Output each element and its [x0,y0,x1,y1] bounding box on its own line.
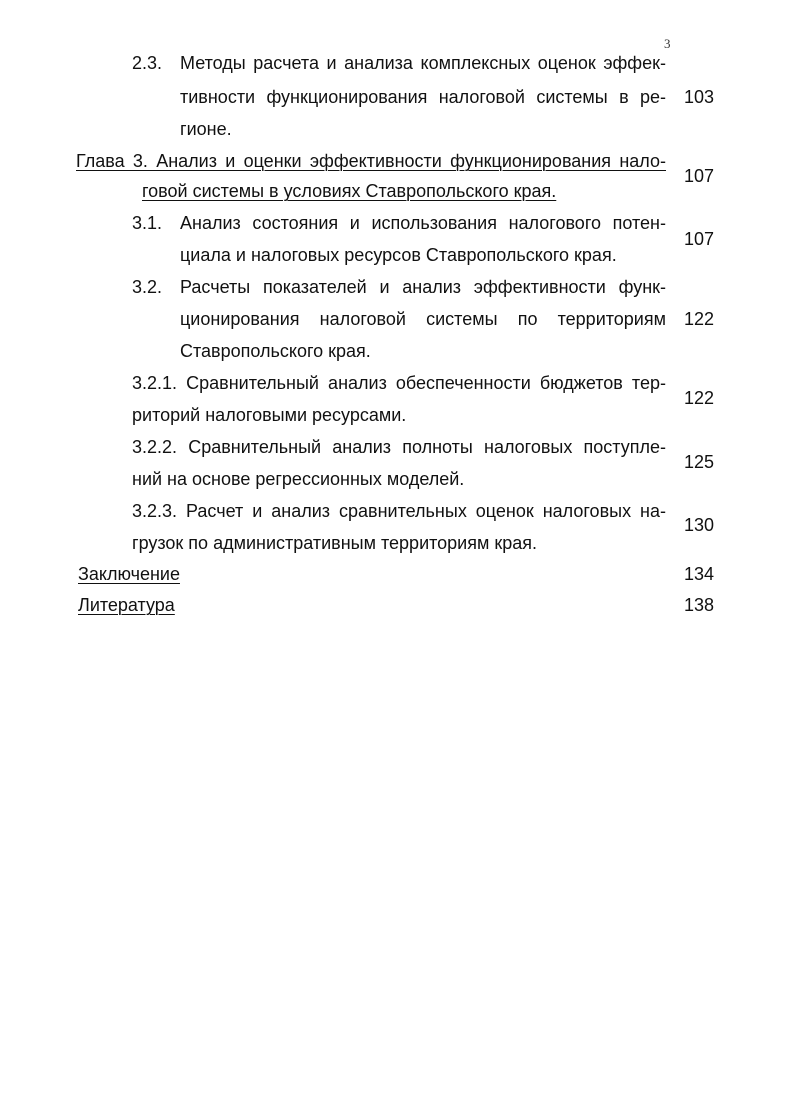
entry-line: ционирования налоговой системы по территориям [180,309,666,329]
entry-line: 3.2.1. Сравнительный анализ обеспеченности бюджетов тер- [132,373,666,393]
entry-page: 138 [683,595,714,615]
section-number: 3.2. [132,277,163,297]
entry-line: Анализ состояния и использования налогового потен- [180,213,666,233]
entry-line: циала и налоговых ресурсов Ставропольского края. [180,245,617,265]
entry-line: 3.2.3. Расчет и анализ сравнительных оценок налоговых на- [132,501,666,521]
entry-line: тивности функционирования налоговой системы в ре- [180,87,666,107]
entry-line: грузок по административным территориям края. [132,533,538,553]
entry-line: Методы расчета и анализа комплексных оценок эффек- [180,53,666,73]
entry-page: 125 [683,452,714,472]
entry-page: 122 [683,309,714,329]
entry-page: 107 [683,229,714,249]
chapter-title-line[interactable]: Глава 3. Анализ и оценки эффективности функционирования нало- [76,151,666,171]
entry-line: Расчеты показателей и анализ эффективности функ- [180,277,666,297]
page-number: 3 [664,36,671,51]
entry-line: гионе. [180,119,232,139]
entry-page: 134 [683,564,714,584]
literature-link[interactable]: Литература [78,595,175,615]
entry-page: 107 [683,166,714,186]
entry-page: 122 [683,388,714,408]
section-number: 2.3. [132,53,163,73]
entry-line: 3.2.2. Сравнительный анализ полноты налоговых поступле- [132,437,666,457]
entry-page: 103 [683,87,714,107]
chapter-title-line[interactable]: говой системы в условиях Ставропольского края. [142,181,557,201]
section-number: 3.1. [132,213,163,233]
entry-page: 130 [683,515,714,535]
conclusion-link[interactable]: Заключение [78,564,180,584]
entry-line: ний на основе регрессионных моделей. [132,469,465,489]
entry-line: риторий налоговыми ресурсами. [132,405,407,425]
entry-line: Ставропольского края. [180,341,371,361]
